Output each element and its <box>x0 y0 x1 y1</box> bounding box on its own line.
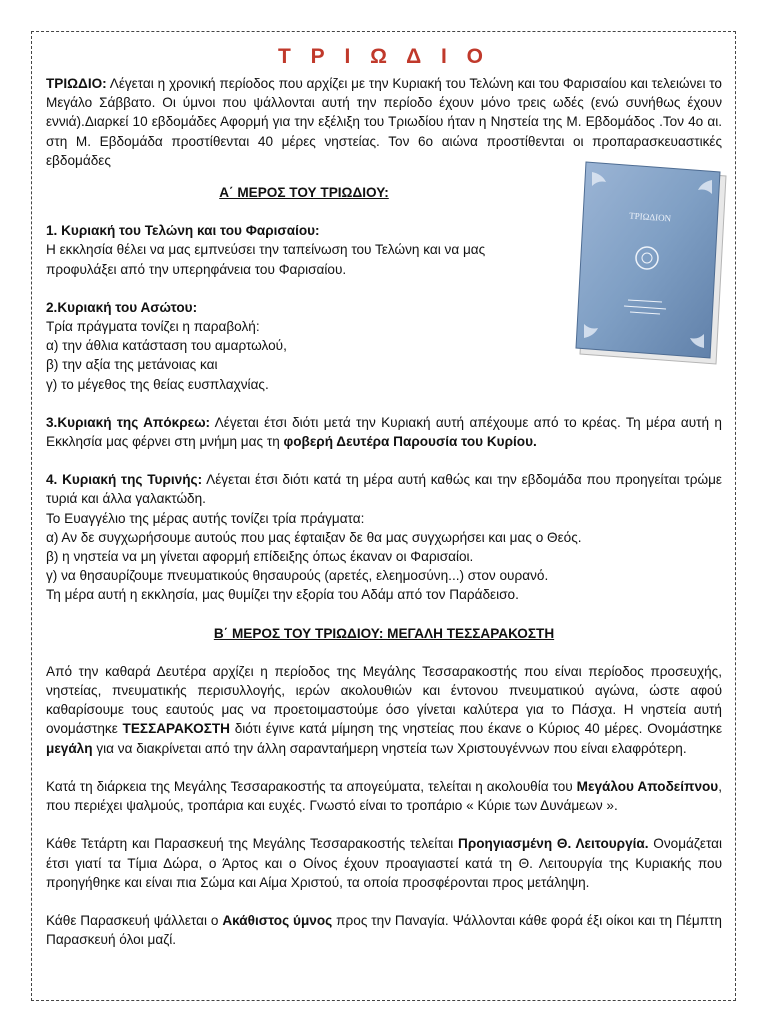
section-4-title: 4. Κυριακή της Τυρινής: <box>46 472 203 488</box>
part-a-section-1 <box>46 221 556 279</box>
section-3-bold: φοβερή Δευτέρα Παρουσία του Κυρίου. <box>283 434 537 450</box>
section-2-line-2: α) την άθλια κατάσταση του αμαρτωλού, <box>46 338 287 354</box>
section-2-line-3: β) την αξία της μετάνοιας και <box>46 357 218 373</box>
section-4-line-5: Τη μέρα αυτή η εκκλησία, μας θυμίζει την εξορία του Αδάμ από τον Παράδεισο. <box>46 587 519 603</box>
section-1-text: Η εκκλησία θέλει να μας εμπνεύσει την ταπείνωση του Τελώνη και να μας προφυλάξει από την υπερηφάνεια του Φαρισαίου. <box>46 242 486 277</box>
section-4-text: Λέγεται έτσι διότι κατά τη μέρα αυτή καθώς και την εβδομάδα που προηγείται τρώμε τυριά και άλλα γαλακτώδη. <box>46 472 722 507</box>
section-1-title: 1. Κυριακή του Τελώνη και του Φαρισαίου: <box>46 223 320 239</box>
p3-bold: Προηγιασμένη Θ. Λειτουργία. <box>458 836 649 852</box>
p1-text-c: διότι έγινε κατά μίμηση της νηστείας που έκανε ο Κύριος 40 μέρες. Ονομάστηκε <box>229 721 723 737</box>
part-b-paragraph-4 <box>46 911 722 949</box>
p1-text-a: Από την καθαρά Δευτέρα αρχίζει η περίοδος της Μεγάλης Τεσσαρακοστής που είναι περίοδος προσευχής, νηστείας, πνευματικής περισυλλογής, ιερών ακολουθιών και έντονου πνευματικού αγώνα, ώστε αφού καθαρίσουμε τους εαυτούς μας να προετοιμαστούμε όσο γίνεται καλύτερα για το Πάσχα. Η νηστεία αυτή ονομάστηκε <box>46 663 722 737</box>
p2-text-a: Κατά τη διάρκεια της Μεγάλης Τεσσαρακοστής τα απογεύματα, τελείται η ακολουθία του <box>46 778 577 794</box>
section-3-text: Λέγεται έτσι διότι μετά την Κυριακή αυτή απέχουμε από το κρέας. Τη μέρα αυτή η Εκκλησία μας φέρνει στη μνήμη μας τη <box>46 414 722 450</box>
section-2-line-1: Τρία πράγματα τονίζει η παραβολή: <box>46 319 260 335</box>
p2-text-c: , που περιέχει ψαλμούς, τροπάρια και ευχές. Γνωστό είναι το τροπάριο « Κύριε των Δυνάμεων ». <box>46 778 723 814</box>
p4-bold: Ακάθιστος ύμνος <box>222 912 333 928</box>
intro-paragraph <box>46 74 722 170</box>
p1-text-d: για να διακρίνεται από την άλλη σαρανταήμερη νηστεία των Χριστουγέννων που είναι ελαφρότερη. <box>92 740 687 756</box>
part-b-paragraph-2 <box>46 777 722 815</box>
p2-bold: Μεγάλου Αποδείπνου <box>576 778 719 794</box>
section-4-line-3: β) η νηστεία να μη γίνεται αφορμή επίδειξης όπως έκαναν οι Φαρισαίοι. <box>46 549 474 565</box>
part-a-section-3 <box>46 413 722 451</box>
part-b-paragraph-1 <box>46 662 722 758</box>
book-cover-title: ΤΡΙΩΔΙΟΝ <box>628 210 672 224</box>
p3-text-a: Κάθε Τετάρτη και Παρασκευή της Μεγάλης Τεσσαρακοστής τελείται <box>46 836 459 852</box>
document-body <box>46 44 722 949</box>
p1-bold-2: μεγάλη <box>46 740 93 756</box>
section-3-title: 3.Κυριακή της Απόκρεω: <box>46 414 211 430</box>
intro-term: ΤΡΙΩΔΙΟ: <box>46 76 107 91</box>
part-b-paragraph-3 <box>46 834 722 892</box>
section-4-line-2: α) Αν δε συγχωρήσουμε αυτούς που μας έφταιξαν δε θα μας συγχωρήσει και μας ο Θεός. <box>46 529 582 545</box>
page-title: Τ Ρ Ι Ω Δ Ι Ο <box>278 45 490 68</box>
part-a-heading: Α΄ ΜΕΡΟΣ ΤΟΥ ΤΡΙΩΔΙΟΥ: <box>219 185 389 201</box>
p4-text-a: Κάθε Παρασκευή ψάλλεται ο <box>46 912 223 928</box>
p1-bold-1: ΤΕΣΣΑΡΑΚΟΣΤΗ <box>122 721 230 737</box>
part-a-section-4 <box>46 470 722 604</box>
intro-text: Λέγεται η χρονική περίοδος που αρχίζει με την Κυριακή του Τελώνη και του Φαρισαίου και τελειώνει το Μεγάλο Σάββατο. Οι ύμνοι που ψάλλονται αυτή την περίοδο έχουν μόνο τρεις ωδές (ενώ συνήθως έχουν εννιά).Διαρκεί 10 εβδομάδες Αφορμή για την εξέλιξη του Τριωδίου ήταν η Νηστεία της Μ. Εβδομάδος .Τον 4ο αι. στη Μ. Εβδομάδα προστίθενται 40 μέρες νηστείας. Τον 6ο αιώνα προστίθενται οι προπαρασκευαστικές εβδομάδες <box>46 76 722 168</box>
section-4-line-4: γ) να θησαυρίζουμε πνευματικούς θησαυρούς (αρετές, ελεημοσύνη...) στον ουρανό. <box>46 568 549 584</box>
part-b-heading: Β΄ ΜΕΡΟΣ ΤΟΥ ΤΡΙΩΔΙΟΥ: ΜΕΓΑΛΗ ΤΕΣΣΑΡΑΚΟΣΤΗ <box>213 625 555 641</box>
part-a-section-2 <box>46 298 556 394</box>
section-2-title: 2.Κυριακή του Ασώτου: <box>46 299 198 315</box>
p3-text-c: Ονομάζεται έτσι γιατί τα Τίμια Δώρα, ο Άρτος και ο Οίνος έχουν προαγιαστεί κατά τη Θ. Λειτουργία της Κυριακής που προηγήθηκε και είναι πια Σώμα και Αίμα Χριστού, τα οποία προσφέρονται προς μετάληψη. <box>46 836 723 890</box>
section-2-line-4: γ) το μέγεθος της θείας ευσπλαχνίας. <box>46 376 269 392</box>
p4-text-c: προς την Παναγία. Ψάλλονται κάθε φορά έξι οίκοι και τη Πέμπτη Παρασκευή όλοι μαζί. <box>46 912 722 948</box>
section-4-line-1: Το Ευαγγέλιο της μέρας αυτής τονίζει τρία πράγματα: <box>46 510 365 526</box>
